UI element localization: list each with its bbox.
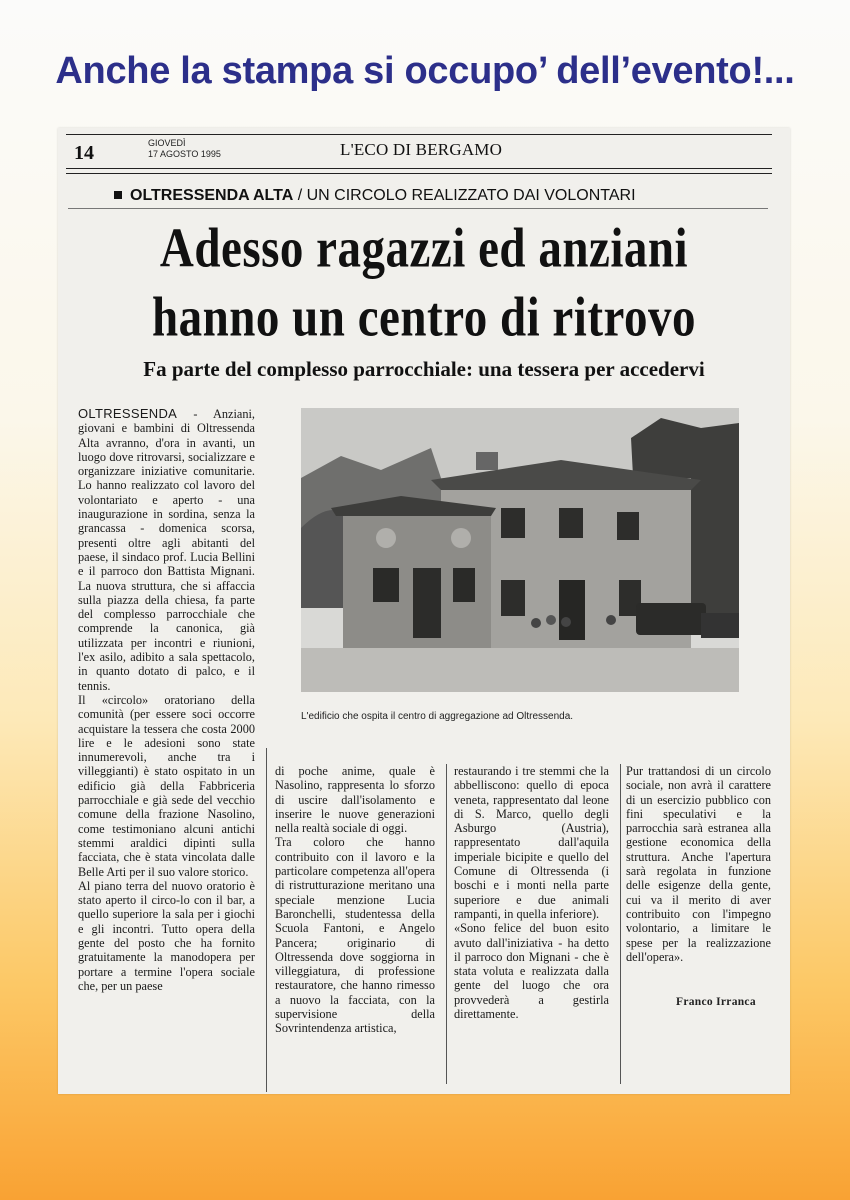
article-column-4 bbox=[626, 764, 771, 964]
masthead-top-rule bbox=[66, 134, 772, 135]
dateline: OLTRESSENDA bbox=[78, 406, 178, 421]
issue-date bbox=[148, 138, 221, 160]
paragraph-quote: «Sono felice del buon esito avuto dall'iniziativa - ha detto il parroco don Mignani - che è stata voluta e realizzata dalla gente del luogo che ora provvederà a gestirla direttamente. bbox=[454, 921, 609, 1022]
newspaper-name: L'ECO DI BERGAMO bbox=[340, 140, 503, 159]
page-number: 14 bbox=[74, 142, 94, 164]
masthead-double-rule bbox=[66, 173, 772, 174]
paragraph-intro: - Anziani, giovani e bambini di Oltressenda Alta avranno, d'ora in avanti, un luogo dove ritrovarsi, socializzare e organizzare iniziative comunitarie. Lo hanno realizzato col lavoro del volontariato e aperto - una inaugurazione in sordina, senza la grancassa - domenica scorsa, presenti oltre agli abitanti del paese, il sindaco prof. Lucia Bellini e il parroco don Battista Mignani. La nuova struttura, che si affaccia sulla piazza della chiesa, fa parte del complesso parrocchiale che comprende la canonica, già utilizzata per incontri e riunioni, l'ex asilo, adibito a sala spettacolo, in quanto dotato di palco, e il tennis. bbox=[78, 407, 255, 693]
kicker-topic: / UN CIRCOLO REALIZZATO DAI VOLONTARI bbox=[293, 187, 636, 204]
section-kicker bbox=[114, 187, 636, 205]
paragraph-stemmi: restaurando i tre stemmi che la abbelliscono: quello di epoca veneta, rappresentato dal leone di S. Marco, quello degli Asburgo (Austria), rappresentato dall'aquila imperiale bicipite e quello del Comune di Oltressenda (i boschi e i monti nella parte superiore e due animali rampanti, in quella inferiore). bbox=[454, 764, 609, 921]
author-byline: Franco Irranca bbox=[676, 996, 756, 1008]
article-column-2 bbox=[275, 764, 435, 1036]
newspaper-clipping bbox=[58, 128, 790, 1094]
column-rule-2 bbox=[446, 764, 447, 1084]
headline-line-2: hanno un centro di ritrovo bbox=[152, 286, 696, 349]
page-banner: Anche la stampa si occupo’ dell’evento!... bbox=[55, 50, 795, 92]
photo-caption: L'edificio che ospita il centro di aggregazione ad Oltressenda. bbox=[301, 711, 574, 722]
issue-day: GIOVEDÌ bbox=[148, 138, 186, 148]
article-column-3 bbox=[454, 764, 609, 1021]
kicker-rule bbox=[68, 208, 768, 209]
column-rule-1 bbox=[266, 748, 267, 1092]
paragraph-piano-terra: Al piano terra del nuovo oratorio è stato aperto il circo-lo con il bar, a quello superiore la sala per i giochi e gli incontri. Tutto opera della gente del posto che ha fornito gratuitamente la manodopera per portare a termine l'opera sociale che, per un paese bbox=[78, 878, 255, 993]
headline-line-1: Adesso ragazzi ed anziani bbox=[159, 217, 689, 280]
paragraph-contributors: Tra coloro che hanno contribuito con il lavoro e la particolare competenza all'opera di ristrutturazione meritano una speciale menzione Lucia Baronchelli, studentessa della Scuola Fantoni, e Angelo Pancera; originario di Oltressenda dove soggiorna in villeggiatura, di professione restauratore, che hanno rimesso a nuovo la facciata, con la supervisione della Sovrintendenza artistica, bbox=[275, 835, 435, 1036]
kicker-location: OLTRESSENDA ALTA bbox=[130, 187, 294, 204]
paragraph-conclusion: Pur trattandosi di un circolo sociale, non avrà il carattere di un esercizio pubblico con fini speculativi e la parrocchia sarà estranea alla gestione economica della struttura. Anche l'apertura sarà regolata in funzione delle esigenze della gente, cui va il merito di aver contribuito con l'impegno volontario, a limitare le spese per la realizzazione dell'opera». bbox=[626, 764, 771, 964]
building-photo bbox=[301, 408, 739, 692]
issue-date-value: 17 AGOSTO 1995 bbox=[148, 149, 221, 159]
subheadline: Fa parte del complesso parrocchiale: una tessera per accedervi bbox=[143, 357, 705, 381]
article-column-1 bbox=[78, 407, 255, 993]
square-bullet-icon bbox=[114, 191, 122, 199]
masthead-bottom-rule bbox=[66, 168, 772, 169]
column-rule-3 bbox=[620, 764, 621, 1084]
paragraph-nasolino: di poche anime, quale è Nasolino, rappresenta lo sforzo di uscire dall'isolamento e inserire le nuove generazioni nella realtà sociale di oggi. bbox=[275, 764, 435, 836]
paragraph-circolo: Il «circolo» oratoriano della comunità (per essere soci occorre acquistare la tessera che costa 2000 lire e le adesioni sono state innumerevoli, anche tra i villeggianti) è stato ospitato in un edificio già della Fabbriceria parrocchiale e già sede del vecchio comune della frazione Nasolino, come testimoniano alcuni antichi stemmi araldici dipinti sulla facciata, che è stata vincolata dalle Belle Arti per il suo valore storico. bbox=[78, 692, 255, 879]
